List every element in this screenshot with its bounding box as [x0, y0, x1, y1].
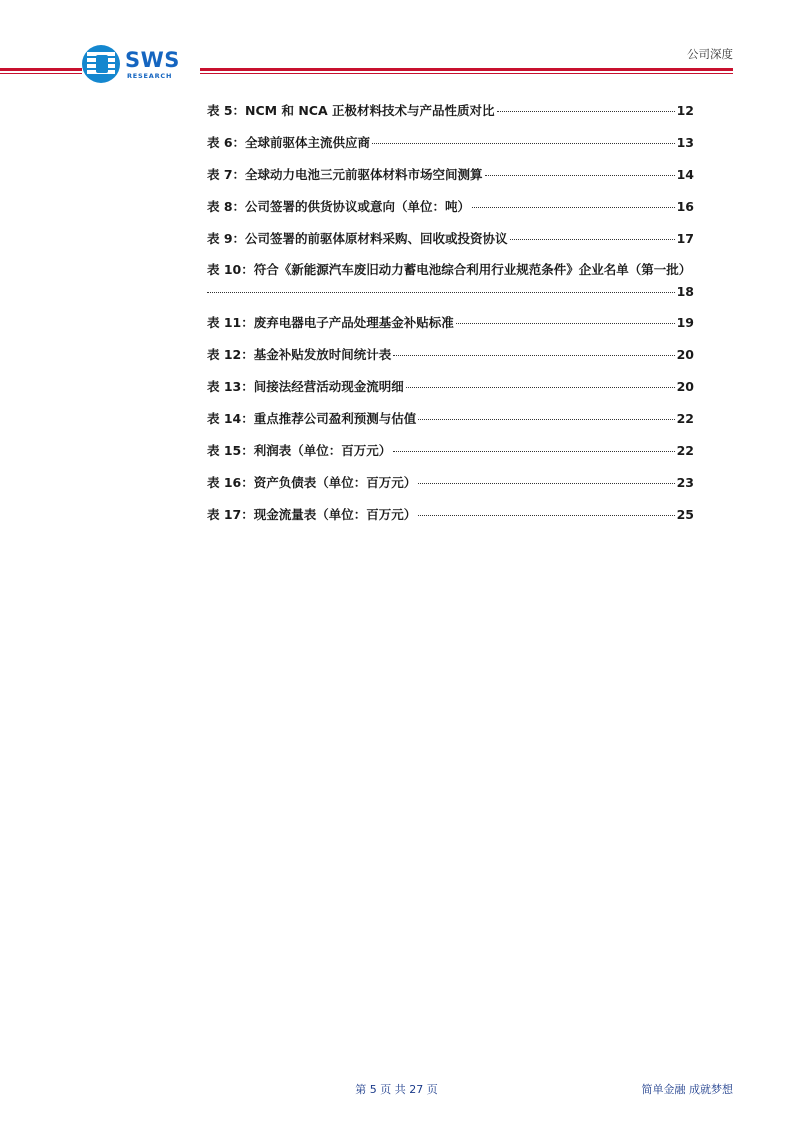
toc-leader-dots [510, 225, 675, 240]
toc-entry[interactable] [207, 196, 694, 228]
toc-leader-dots [497, 97, 675, 112]
toc-entry[interactable] [207, 440, 694, 472]
page-number: 第 5 页 共 27 页 [355, 1083, 438, 1096]
toc-entry-title: 表 11：废弃电器电子产品处理基金补贴标准 [207, 315, 454, 330]
page-header [0, 0, 793, 95]
header-rule-left [0, 68, 82, 71]
toc-entry-page: 14 [676, 167, 694, 182]
toc-entry-page: 19 [676, 315, 694, 330]
toc-entry-title: 表 5：NCM 和 NCA 正极材料技术与产品性质对比 [207, 103, 495, 118]
toc-entry-page: 20 [676, 347, 694, 362]
toc-leader-dots [393, 437, 674, 452]
toc-leader-dots [418, 469, 674, 484]
toc-leader-dots [207, 278, 675, 293]
toc-leader-dots [456, 309, 675, 324]
toc-entry-title: 表 7：全球动力电池三元前驱体材料市场空间测算 [207, 167, 483, 182]
toc-entry-page: 13 [676, 135, 694, 150]
header-rule-right [200, 68, 733, 71]
header-rule-right-thin [200, 73, 733, 74]
toc-entry-title: 表 12：基金补贴发放时间统计表 [207, 347, 392, 362]
toc-leader-dots [406, 373, 675, 388]
toc-entry-page: 23 [676, 475, 694, 490]
toc-entry-title: 表 13：间接法经营活动现金流明细 [207, 379, 404, 394]
toc-entry[interactable] [207, 504, 694, 536]
toc-entry[interactable] [207, 132, 694, 164]
toc-entry[interactable] [207, 260, 694, 312]
toc-entry-page: 12 [676, 103, 694, 118]
toc-entry-page: 17 [676, 231, 694, 246]
toc-entry-page: 20 [676, 379, 694, 394]
toc-entry[interactable] [207, 408, 694, 440]
toc-leader-dots [472, 193, 675, 208]
toc-entry[interactable] [207, 472, 694, 504]
toc-entry-title: 表 15：利润表（单位：百万元） [207, 443, 392, 458]
toc-entry-title: 表 14：重点推荐公司盈利预测与估值 [207, 411, 417, 426]
toc-entry-title: 表 9：公司签署的前驱体原材料采购、回收或投资协议 [207, 231, 508, 246]
toc-leader-dots [393, 341, 674, 356]
sws-logo [82, 45, 192, 85]
toc-entry-page: 22 [676, 411, 694, 426]
toc-entry-page: 25 [676, 507, 694, 522]
toc-entry-title: 表 17：现金流量表（单位：百万元） [207, 507, 417, 522]
toc-entry[interactable] [207, 376, 694, 408]
toc-leader-dots [372, 129, 675, 144]
toc-entry-title: 表 16：资产负债表（单位：百万元） [207, 475, 417, 490]
toc-entry[interactable] [207, 100, 694, 132]
toc-entry-title: 表 8：公司签署的供货协议或意向（单位：吨） [207, 199, 471, 214]
toc-entry[interactable] [207, 228, 694, 260]
toc-entry-page: 16 [676, 199, 694, 214]
header-rule-left-thin [0, 73, 82, 74]
toc-entry[interactable] [207, 344, 694, 376]
toc-entry-title: 表 10：符合《新能源汽车废旧动力蓄电池综合利用行业规范条件》企业名单（第一批） [207, 262, 692, 277]
toc-leader-dots [418, 405, 674, 420]
document-type-label: 公司深度 [687, 47, 733, 61]
toc-entry-page: 18 [676, 284, 694, 299]
toc-entry[interactable] [207, 312, 694, 344]
toc-entry[interactable] [207, 164, 694, 196]
table-of-tables [207, 100, 694, 536]
toc-entry-title: 表 6：全球前驱体主流供应商 [207, 135, 371, 150]
toc-leader-dots [418, 501, 674, 516]
logo-subtext: RESEARCH [127, 72, 173, 80]
toc-leader-dots [485, 161, 675, 176]
footer-slogan: 简单金融 成就梦想 [641, 1083, 733, 1096]
toc-entry-page: 22 [676, 443, 694, 458]
logo-text: SWS [125, 48, 180, 72]
logo-icon [82, 45, 120, 83]
